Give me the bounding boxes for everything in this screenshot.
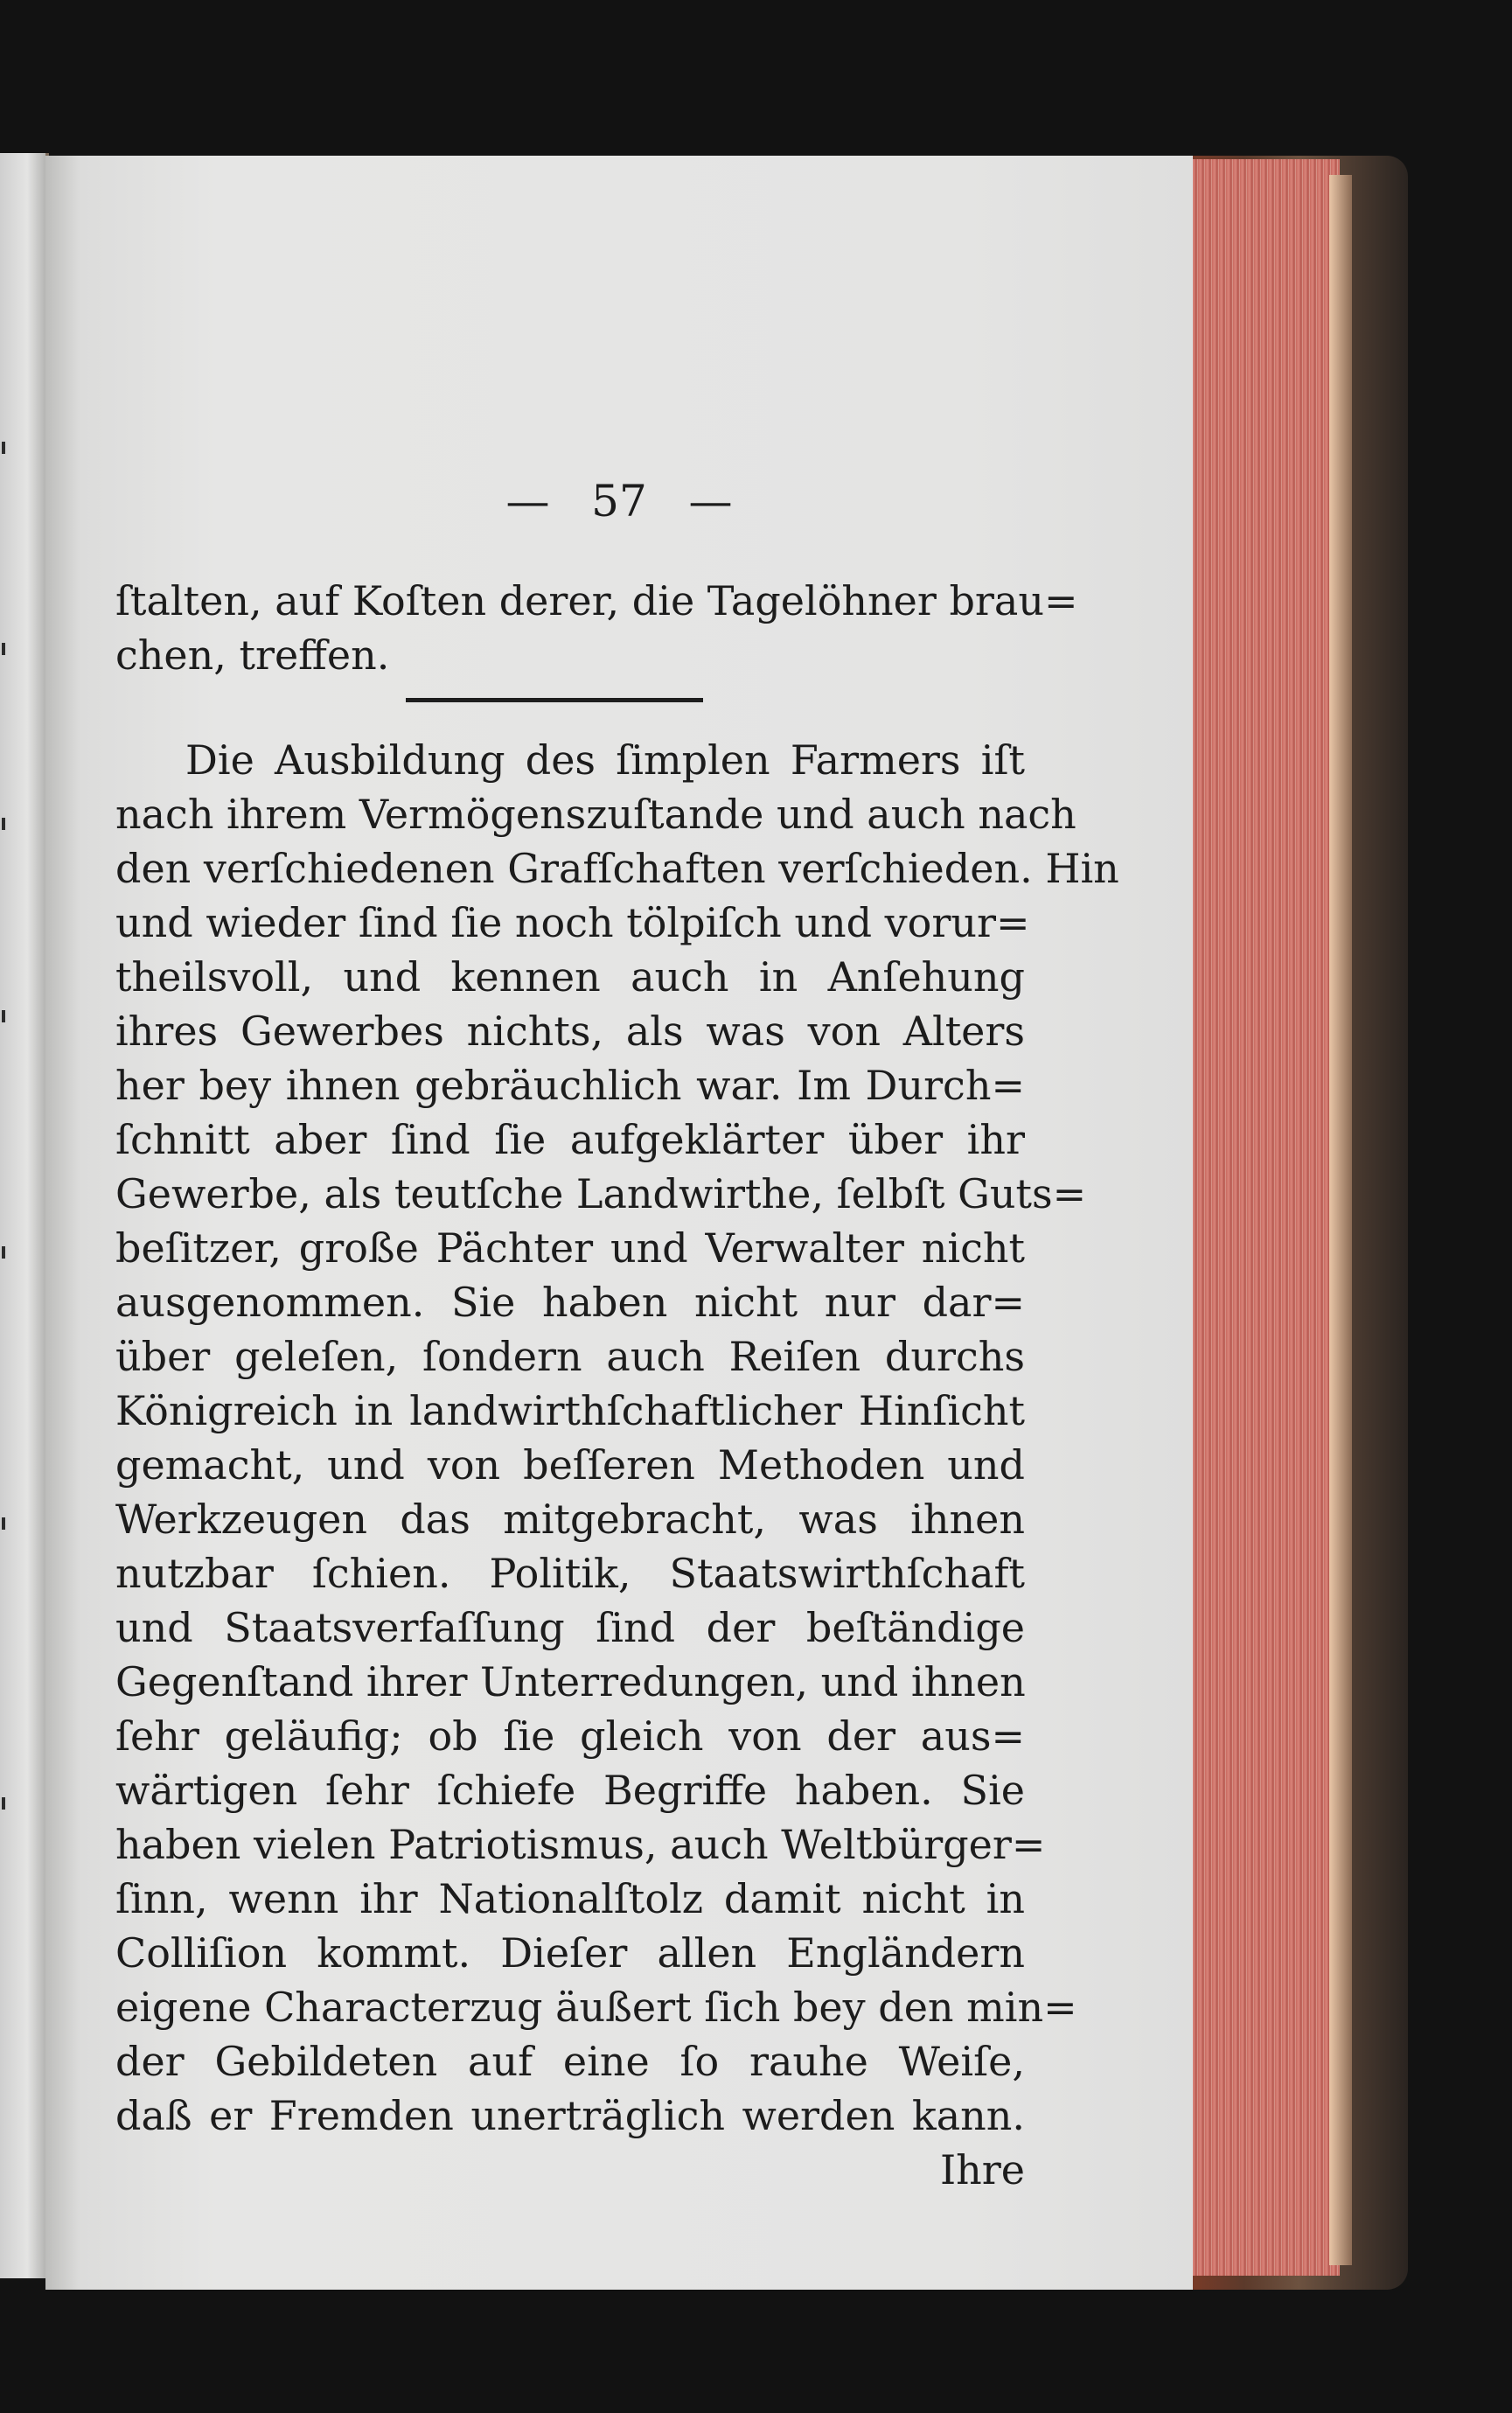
text-line: theilsvoll, und kennen auch in Anſehung [115,953,1025,1001]
text-line: ſtalten, auf Koſten derer, die Tagelöhner brau= [115,577,1078,624]
page-number-header: — 57 — [505,476,733,527]
text-line: nutzbar ſchien. Politik, Staatswirthſchaft [115,1550,1025,1597]
text-line: Königreich in landwirthſchaftlicher Hinſicht [115,1387,1025,1434]
text-line: Die Ausbildung des ſimplen Farmers iſt [185,736,1025,784]
text-line: Werkzeugen das mitgebracht, was ihnen [115,1496,1025,1543]
text-line: und Staatsverfaſſung ſind der beſtändige [115,1604,1025,1651]
left-page-print-mark [2,1246,5,1259]
book-page [45,156,1193,2290]
left-page-print-mark [2,1010,5,1022]
text-line: gemacht, und von beſſeren Methoden und [115,1441,1025,1489]
text-line: der Gebildeten auf eine ſo rauhe Weiſe, [115,2038,1025,2085]
text-line: beſitzer, große Pächter und Verwalter nicht [115,1224,1025,1272]
text-line: daß er Fremden unerträglich werden kann. [115,2092,1025,2139]
catchword: Ihre [939,2146,1025,2193]
text-line: chen, treffen. [115,631,390,679]
text-line: haben vielen Patriotismus, auch Weltbürger= [115,1821,1046,1868]
text-line: und wieder ſind ſie noch tölpiſch und vorur= [115,899,1030,946]
text-line: ſchnitt aber ſind ſie aufgeklärter über ihr [115,1116,1025,1163]
text-line: ausgenommen. Sie haben nicht nur dar= [115,1279,1025,1326]
section-rule [406,698,703,702]
text-line: Gewerbe, als teutſche Landwirthe, ſelbſt Guts= [115,1170,1087,1217]
text-line: Gegenſtand ihrer Unterredungen, und ihnen [115,1658,1026,1705]
text-line: eigene Characterzug äußert ſich bey den min= [115,1984,1077,2031]
text-line: ſehr geläufig; ob ſie gleich von der aus= [115,1712,1025,1760]
left-page-print-mark [2,1797,5,1810]
left-page-print-mark [2,442,5,454]
text-line: ſinn, wenn ihr Nationalſtolz damit nicht in [115,1875,1025,1922]
text-line: her bey ihnen gebräuchlich war. Im Durch= [115,1062,1025,1109]
text-line: den verſchiedenen Grafſchaften verſchieden. Hin [115,845,1119,892]
left-page-print-mark [2,818,5,830]
left-page-print-mark [2,643,5,655]
page-edges-shadow [1329,175,1352,2265]
left-page-print-mark [2,1517,5,1530]
text-line: nach ihrem Vermögenszuſtande und auch nach [115,791,1077,838]
text-line: ihres Gewerbes nichts, als was von Alters [115,1008,1025,1055]
text-line: Colliſion kommt. Dieſer allen Engländern [115,1929,1025,1977]
page-edges-red [1191,159,1340,2276]
text-line: über geleſen, ſondern auch Reiſen durchs [115,1333,1025,1380]
left-page-edge [0,153,49,2278]
text-line: wärtigen ſehr ſchiefe Begriffe haben. Sie [115,1767,1025,1814]
